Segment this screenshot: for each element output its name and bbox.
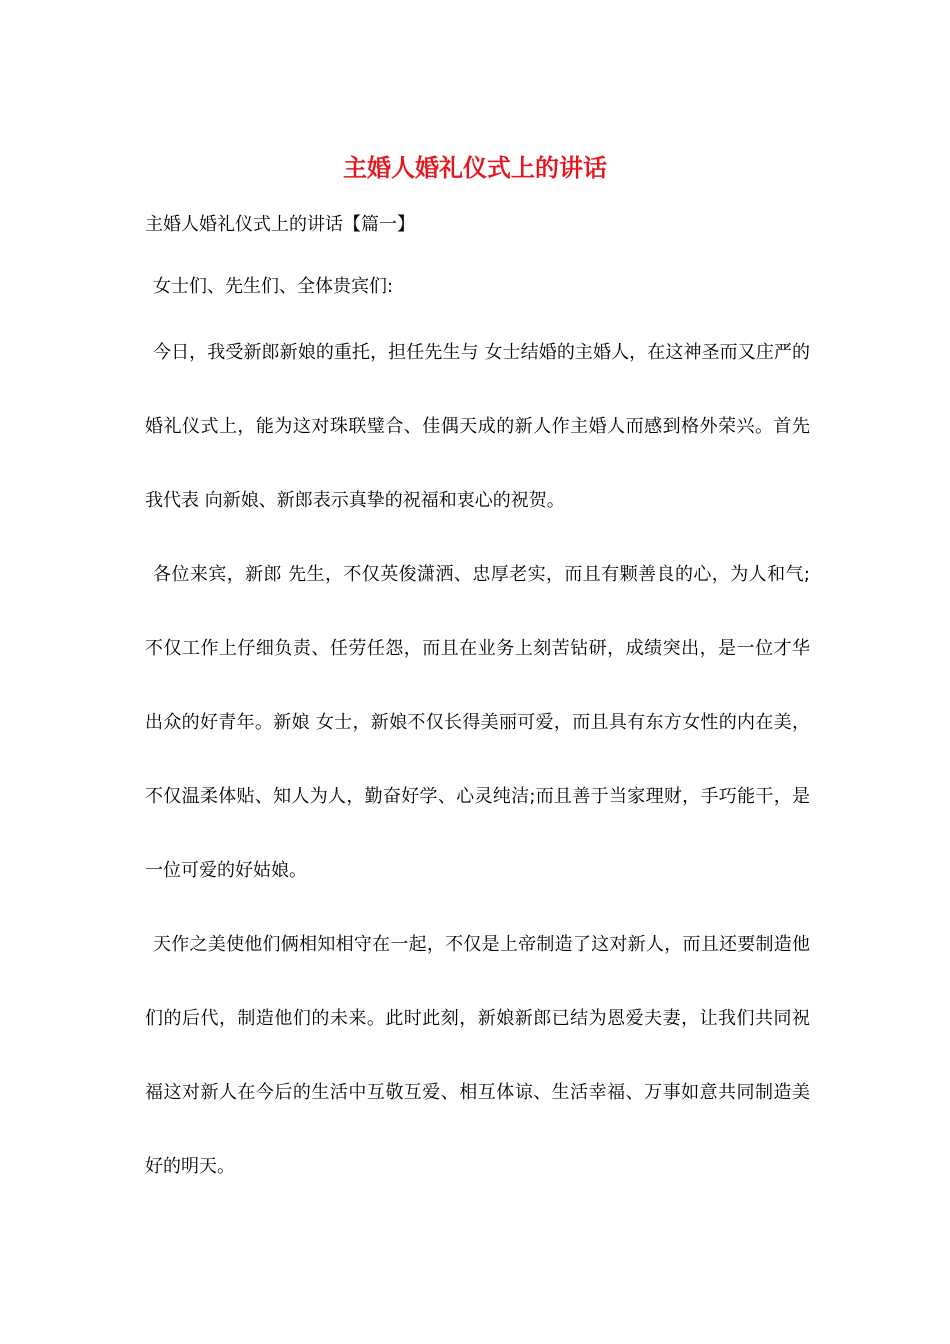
paragraph-2: 各位来宾，新郎 先生，不仅英俊潇洒、忠厚老实，而且有颗善良的心，为人和气;不仅工作上仔细负责、任劳任怨，而且在业务上刻苦钻研，成绩突出，是一位才华出众的好青年。新娘 女士，新娘不仅长得美丽可爱，而且具有东方女性的内在美，不仅温柔体贴、知人为人，勤奋好学、心灵纯洁;而且善于当家理财，手巧能干，是一位可爱的好姑娘。: [145, 564, 810, 881]
paragraph-3: 天作之美使他们俩相知相守在一起，不仅是上帝制造了这对新人，而且还要制造他们的后代，制造他们的未来。此时此刻，新娘新郎已结为恩爱夫妻，让我们共同祝福这对新人在今后的生活中互敬互爱、相互体谅、生活幸福、万事如意共同制造美好的明天。: [145, 934, 810, 1177]
document-title: 主婚人婚礼仪式上的讲话: [343, 153, 607, 182]
paragraph-1: 今日，我受新郎新娘的重托，担任先生与 女士结婚的主婚人，在这神圣而又庄严的婚礼仪式上，能为这对珠联璧合、佳偶天成的新人作主婚人而感到格外荣兴。首先我代表 向新娘、新郎表示真挚的祝福和衷心的祝贺。: [145, 342, 810, 511]
salutation: 女士们、先生们、全体贵宾们:: [153, 276, 394, 297]
section-heading: 主婚人婚礼仪式上的讲话【篇一】: [145, 214, 415, 235]
document-body: [145, 208, 810, 1204]
